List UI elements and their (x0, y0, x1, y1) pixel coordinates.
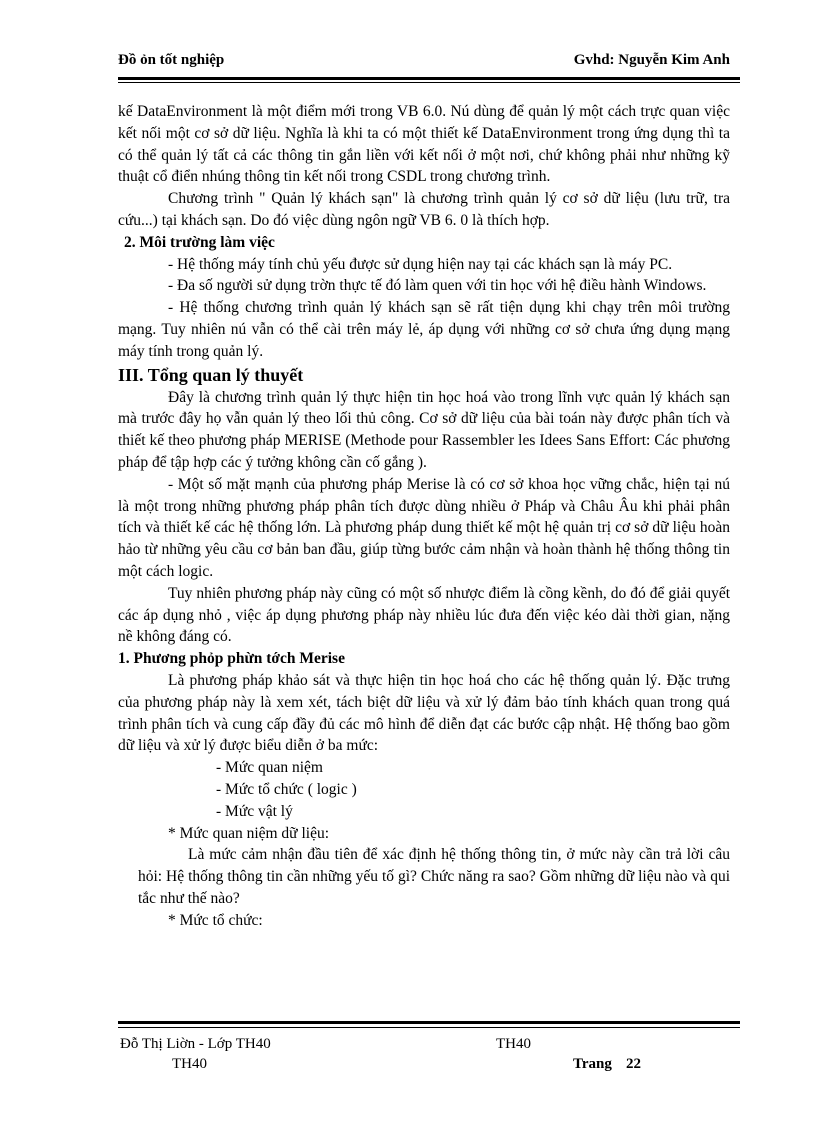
header-rule-thin (118, 82, 740, 83)
section-heading: 1. Phương phỏp phừn tớch Merise (118, 650, 345, 668)
page-header (118, 52, 730, 74)
footer-page-label: Trang (573, 1056, 612, 1072)
chapter-heading: III. Tổng quan lý thuyết (118, 364, 304, 385)
paragraph: Là phương pháp khảo sát và thực hiện tin học hoá cho các hệ thống quản lý. Đặc trưng của phương pháp này là xem xét, tách biệt dữ liệu và xử lý đảm bảo tính khách quan trong quá trình phân tích và cung cấp đầy đủ các mô hình để diễn đạt các bước cập nhật. Hệ thống bao gồm dữ liệu và xử lý được biểu diễn ở ba mức: (118, 671, 730, 755)
list-item: - Mức tổ chức ( logic ) (216, 780, 357, 798)
footer-class-left: TH40 (172, 1056, 207, 1072)
section-heading: 2. Môi trường làm việc (124, 233, 275, 251)
list-item: - Đa số người sử dụng trờn thực tế đó làm quen với tin học với hệ điều hành Windows. (168, 277, 707, 295)
list-item: - Hệ thống máy tính chủ yếu được sử dụng hiện nay tại các khách sạn là máy PC. (168, 255, 673, 273)
footer-rule-thick (118, 1021, 740, 1024)
subsection-label: * Mức tổ chức: (168, 911, 263, 929)
list-item: - Hệ thống chương trình quản lý khách sạn sẽ rất tiện dụng khi chạy trên môi trường mạng. Tuy nhiên nú vẫn có thể cài trên máy lẻ, áp dụng với những cơ sở chưa ứng dụng mạng máy tính trong quản lý. (118, 299, 730, 360)
header-supervisor: Gvhd: Nguyễn Kim Anh (573, 52, 730, 68)
footer-rule-thin (118, 1027, 740, 1028)
paragraph: Đây là chương trình quản lý thực hiện tin học hoá vào trong lĩnh vực quản lý khách sạn mà trước đây họ vẫn quản lý theo lối thủ công. Cơ sở dữ liệu của bài toán này được phân tích và thiết kế theo phương pháp MERISE (Methode pour Rassembler les Idees Sans Effort: Các phương pháp để tập hợp các ý tưởng không cần cố gắng ). (118, 388, 730, 471)
page-body (118, 101, 730, 931)
footer-author: Đỗ Thị Liờn - Lớp TH40 (120, 1036, 271, 1052)
subsection-label: * Mức quan niệm dữ liệu: (168, 824, 330, 842)
list-item: - Mức quan niệm (216, 759, 323, 777)
footer-class-mid: TH40 (496, 1036, 531, 1052)
paragraph: Chương trình " Quản lý khách sạn" là chương trình quản lý cơ sở dữ liệu (lưu trữ, tra cứu...) tại khách sạn. Do đó việc dùng ngôn ngữ VB 6. 0 là thích hợp. (118, 190, 730, 229)
footer-page-number: 22 (626, 1056, 641, 1072)
header-rule-thick (118, 77, 740, 80)
paragraph: - Một số mặt mạnh của phương pháp Merise là có cơ sở khoa học vững chắc, hiện tại nú là một trong những phương pháp phân tích được dùng nhiều ở Pháp và Châu Âu khi phải phân tích và thiết kế các hệ thống lớn. Là phương pháp dung thiết kế một hệ quản trị cơ sở dữ liệu hoàn hảo từ những yêu cầu cơ bản ban đầu, giúp từng bước cảm nhận và hoàn thành hệ thống thông tin một cách logic. (118, 475, 730, 580)
paragraph: kế DataEnvironment là một điểm mới trong VB 6.0. Nú dùng để quản lý một cách trực quan việc kết nối một cơ sở dữ liệu. Nghĩa là khi ta có một thiết kế DataEnvironment trong ứng dụng thì ta có thể quản lý tất cả các thông tin gắn liền với kết nối ở một nơi, chứ không phải như những kỹ thuật cổ điển nhúng thông tin kết nối trong CSDL trong chương trình. (118, 103, 730, 186)
paragraph: Tuy nhiên phương pháp này cũng có một số nhược điểm là cồng kềnh, do đó để giải quyết các áp dụng nhỏ , việc áp dụng phương pháp này nhiều lúc đưa đến việc kéo dài thời gian, nặng nề không đáng có. (118, 584, 730, 646)
paragraph: Là mức cảm nhận đầu tiên để xác định hệ thống thông tin, ở mức này cần trả lời câu hỏi: Hệ thống thông tin cần những yếu tố gì? Chức năng ra sao? Gồm những dữ liệu nào và qui tắc như thế nào? (138, 846, 730, 907)
list-item: - Mức vật lý (216, 802, 293, 820)
header-title: Đồ ỏn tốt nghiệp (118, 52, 225, 68)
